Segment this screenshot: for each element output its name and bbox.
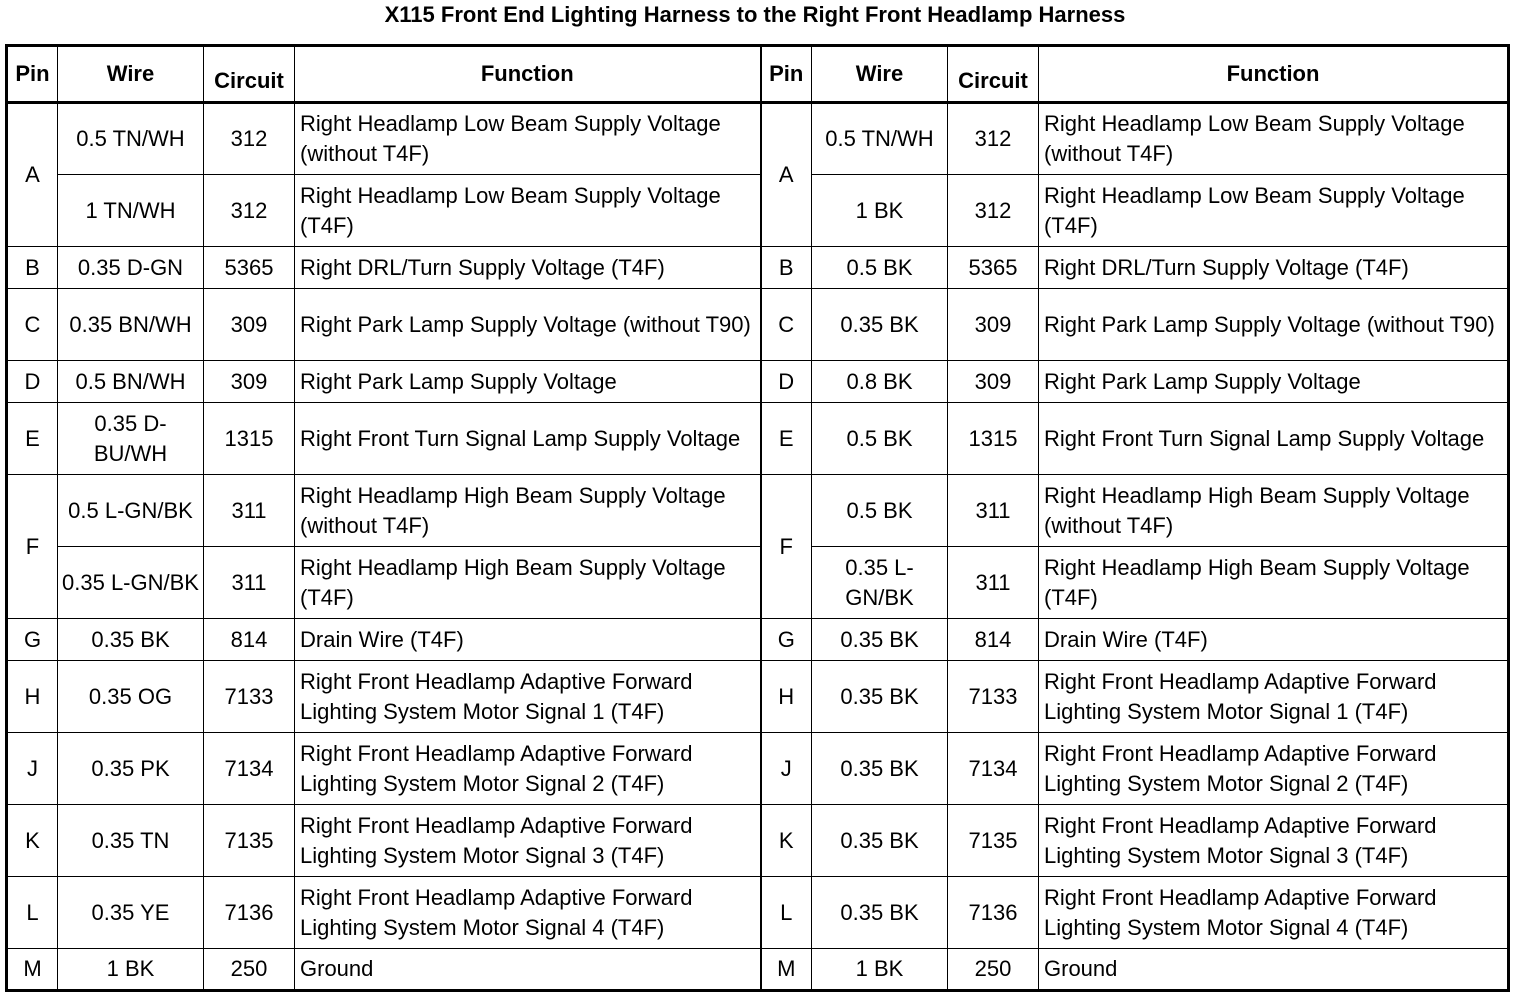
wire-cell: 0.5 BN/WH [58, 361, 204, 403]
function-cell: Right Front Turn Signal Lamp Supply Voltage [1039, 403, 1509, 475]
table-row [7, 733, 1509, 805]
pin-header: Pin [761, 46, 812, 103]
function-cell: Right Headlamp High Beam Supply Voltage (T4F) [295, 547, 761, 619]
circuit-cell: 7136 [204, 877, 295, 949]
circuit-cell: 309 [948, 289, 1039, 361]
circuit-cell: 312 [204, 103, 295, 175]
circuit-cell: 312 [948, 103, 1039, 175]
circuit-cell: 309 [948, 361, 1039, 403]
pin-cell: C [761, 289, 812, 361]
pin-cell: H [7, 661, 58, 733]
circuit-cell: 814 [948, 619, 1039, 661]
pin-cell: D [761, 361, 812, 403]
pin-cell: H [761, 661, 812, 733]
pin-cell: G [761, 619, 812, 661]
function-cell: Drain Wire (T4F) [295, 619, 761, 661]
table-row [7, 103, 1509, 175]
wire-cell: 0.8 BK [812, 361, 948, 403]
circuit-cell: 5365 [948, 247, 1039, 289]
circuit-cell: 309 [204, 289, 295, 361]
circuit-cell: 1315 [204, 403, 295, 475]
circuit-cell: 7135 [204, 805, 295, 877]
wire-cell: 0.35 BK [812, 805, 948, 877]
function-cell: Right Headlamp Low Beam Supply Voltage (T4F) [295, 175, 761, 247]
wire-cell: 0.35 BN/WH [58, 289, 204, 361]
function-cell: Right Front Headlamp Adaptive Forward Lighting System Motor Signal 2 (T4F) [1039, 733, 1509, 805]
table-row [7, 247, 1509, 289]
pin-cell: B [7, 247, 58, 289]
pin-cell: K [761, 805, 812, 877]
pin-cell: G [7, 619, 58, 661]
wire-cell: 0.35 BK [812, 877, 948, 949]
function-cell: Right Front Headlamp Adaptive Forward Lighting System Motor Signal 1 (T4F) [1039, 661, 1509, 733]
function-cell: Right Front Headlamp Adaptive Forward Lighting System Motor Signal 2 (T4F) [295, 733, 761, 805]
circuit-cell: 311 [948, 475, 1039, 547]
wire-cell: 0.35 L-GN/BK [812, 547, 948, 619]
connector-pinout-table [5, 44, 1510, 992]
wire-header: Wire [58, 46, 204, 103]
pin-cell: J [761, 733, 812, 805]
pin-cell: A [761, 103, 812, 247]
wire-cell: 0.35 PK [58, 733, 204, 805]
wire-cell: 0.5 BK [812, 247, 948, 289]
function-cell: Right Headlamp Low Beam Supply Voltage (without T4F) [1039, 103, 1509, 175]
pin-cell: K [7, 805, 58, 877]
function-cell: Right Headlamp Low Beam Supply Voltage (without T4F) [295, 103, 761, 175]
wire-cell: 1 BK [812, 949, 948, 991]
wire-cell: 0.35 BK [58, 619, 204, 661]
wire-cell: 0.5 L-GN/BK [58, 475, 204, 547]
wire-cell: 1 BK [58, 949, 204, 991]
pin-cell: E [761, 403, 812, 475]
function-cell: Right Headlamp Low Beam Supply Voltage (T4F) [1039, 175, 1509, 247]
circuit-cell: 309 [204, 361, 295, 403]
circuit-cell: 312 [948, 175, 1039, 247]
circuit-cell: 814 [204, 619, 295, 661]
table-row [7, 949, 1509, 991]
wire-cell: 0.5 BK [812, 475, 948, 547]
circuit-cell: 311 [204, 475, 295, 547]
pin-cell: M [7, 949, 58, 991]
pin-cell: J [7, 733, 58, 805]
wire-cell: 0.35 D-BU/WH [58, 403, 204, 475]
function-cell: Right DRL/Turn Supply Voltage (T4F) [1039, 247, 1509, 289]
pin-cell: C [7, 289, 58, 361]
table-row [7, 805, 1509, 877]
circuit-cell: 250 [204, 949, 295, 991]
function-cell: Right Headlamp High Beam Supply Voltage (without T4F) [1039, 475, 1509, 547]
circuit-cell: 7134 [204, 733, 295, 805]
pin-cell: F [7, 475, 58, 619]
circuit-cell: 250 [948, 949, 1039, 991]
wire-cell: 0.5 TN/WH [58, 103, 204, 175]
wire-cell: 0.35 D-GN [58, 247, 204, 289]
table-row [7, 361, 1509, 403]
pin-cell: M [761, 949, 812, 991]
circuit-cell: 7134 [948, 733, 1039, 805]
wire-cell: 0.35 TN [58, 805, 204, 877]
pin-header: Pin [7, 46, 58, 103]
circuit-cell: 7136 [948, 877, 1039, 949]
circuit-cell: 1315 [948, 403, 1039, 475]
function-cell: Right Front Headlamp Adaptive Forward Lighting System Motor Signal 1 (T4F) [295, 661, 761, 733]
wire-cell: 0.35 BK [812, 733, 948, 805]
function-cell: Right Front Headlamp Adaptive Forward Lighting System Motor Signal 3 (T4F) [295, 805, 761, 877]
table-row [7, 547, 1509, 619]
table-row [7, 661, 1509, 733]
circuit-header: Circuit [948, 46, 1039, 103]
pin-cell: A [7, 103, 58, 247]
wire-cell: 0.35 OG [58, 661, 204, 733]
function-cell: Right Park Lamp Supply Voltage [1039, 361, 1509, 403]
circuit-cell: 5365 [204, 247, 295, 289]
function-cell: Right Headlamp High Beam Supply Voltage (without T4F) [295, 475, 761, 547]
wire-cell: 0.35 BK [812, 619, 948, 661]
function-cell: Right Headlamp High Beam Supply Voltage (T4F) [1039, 547, 1509, 619]
circuit-cell: 7135 [948, 805, 1039, 877]
wire-cell: 0.35 BK [812, 661, 948, 733]
table-row [7, 175, 1509, 247]
pin-cell: F [761, 475, 812, 619]
function-cell: Right Park Lamp Supply Voltage [295, 361, 761, 403]
pin-cell: B [761, 247, 812, 289]
circuit-cell: 7133 [204, 661, 295, 733]
function-header: Function [1039, 46, 1509, 103]
circuit-cell: 311 [204, 547, 295, 619]
pin-cell: E [7, 403, 58, 475]
function-cell: Ground [1039, 949, 1509, 991]
function-cell: Right Park Lamp Supply Voltage (without T90) [295, 289, 761, 361]
function-cell: Right DRL/Turn Supply Voltage (T4F) [295, 247, 761, 289]
table-row [7, 619, 1509, 661]
function-cell: Drain Wire (T4F) [1039, 619, 1509, 661]
function-cell: Ground [295, 949, 761, 991]
wire-cell: 0.5 BK [812, 403, 948, 475]
function-cell: Right Front Turn Signal Lamp Supply Voltage [295, 403, 761, 475]
wire-cell: 1 TN/WH [58, 175, 204, 247]
table-row [7, 403, 1509, 475]
table-row [7, 475, 1509, 547]
function-cell: Right Front Headlamp Adaptive Forward Lighting System Motor Signal 4 (T4F) [295, 877, 761, 949]
circuit-header: Circuit [204, 46, 295, 103]
pin-cell: D [7, 361, 58, 403]
function-cell: Right Park Lamp Supply Voltage (without T90) [1039, 289, 1509, 361]
wire-cell: 0.35 L-GN/BK [58, 547, 204, 619]
page-title: X115 Front End Lighting Harness to the Right Front Headlamp Harness [384, 2, 1126, 27]
wire-cell: 0.5 TN/WH [812, 103, 948, 175]
circuit-cell: 7133 [948, 661, 1039, 733]
circuit-cell: 312 [204, 175, 295, 247]
function-cell: Right Front Headlamp Adaptive Forward Lighting System Motor Signal 4 (T4F) [1039, 877, 1509, 949]
wire-cell: 0.35 YE [58, 877, 204, 949]
pin-cell: L [761, 877, 812, 949]
wire-cell: 1 BK [812, 175, 948, 247]
table-row [7, 289, 1509, 361]
function-header: Function [295, 46, 761, 103]
pin-cell: L [7, 877, 58, 949]
function-cell: Right Front Headlamp Adaptive Forward Lighting System Motor Signal 3 (T4F) [1039, 805, 1509, 877]
header-row [7, 46, 1509, 103]
circuit-cell: 311 [948, 547, 1039, 619]
table-row [7, 877, 1509, 949]
wire-header: Wire [812, 46, 948, 103]
wire-cell: 0.35 BK [812, 289, 948, 361]
